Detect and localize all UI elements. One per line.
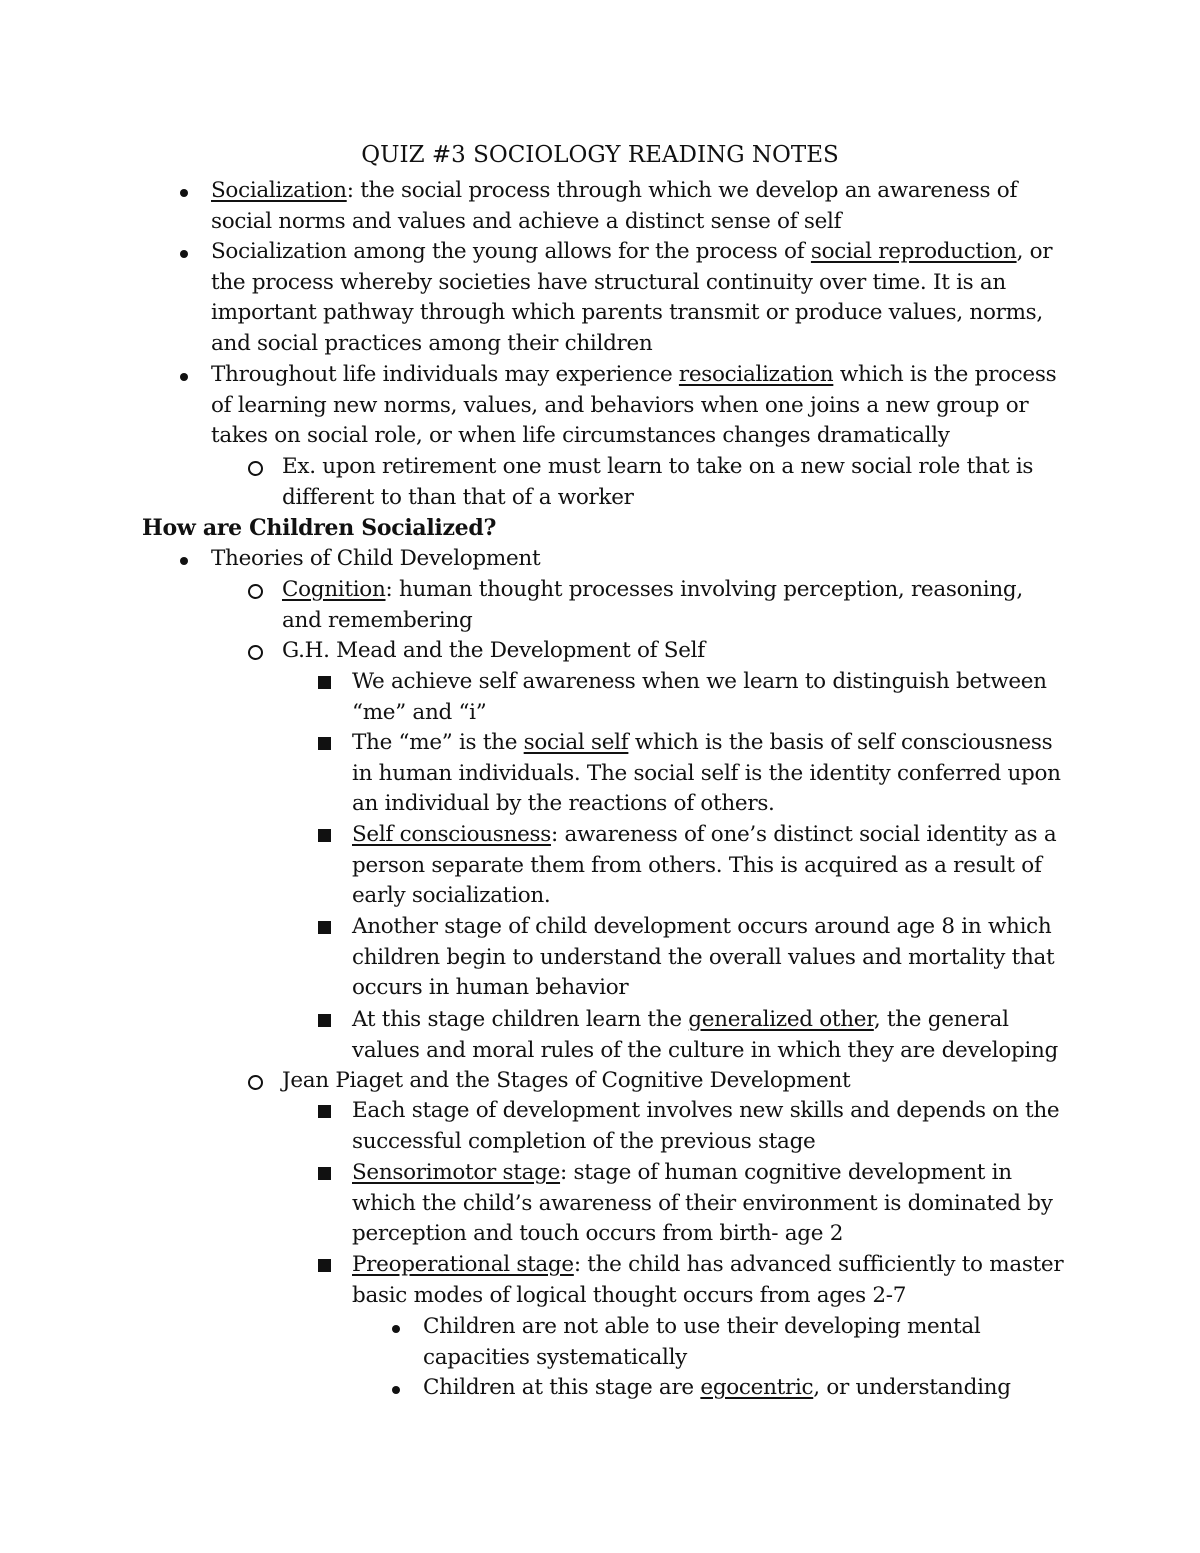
subbullet-cognition: Cognition: human thought processes involving perception, reasoning, and remembering	[282, 575, 1062, 636]
point-self-awareness: We achieve self awareness when we learn to distinguish between “me” and “i”	[352, 667, 1067, 728]
bullet-circle-icon	[248, 452, 264, 482]
bullet-dot-icon	[177, 360, 193, 390]
point-social-self: The “me” is the social self which is the basis of self consciousness in human individuals. The social self is the identity conferred upon an individual by the reactions of others.	[352, 728, 1067, 820]
bullet-socialization: Socialization: the social process through which we develop an awareness of social norms and values and achieve a distinct sense of self	[211, 176, 1071, 237]
subbullet-retirement-example: Ex. upon retirement one must learn to take on a new social role that is different to than that of a worker	[282, 452, 1062, 513]
bullet-dot-icon	[389, 1312, 405, 1342]
subbullet-mead: G.H. Mead and the Development of Self	[282, 636, 1062, 667]
bullet-square-icon	[318, 1158, 334, 1188]
term-social-self: social self	[523, 730, 629, 755]
bullet-square-icon	[318, 728, 334, 758]
subbullet-piaget: Jean Piaget and the Stages of Cognitive Development	[282, 1066, 1062, 1097]
term-sensorimotor-stage: Sensorimotor stage	[352, 1160, 561, 1185]
point-age-8-stage: Another stage of child development occurs around age 8 in which children begin to understand the overall values and mortality that occurs in human behavior	[352, 912, 1067, 1004]
term-cognition: Cognition	[282, 577, 386, 602]
bullet-social-reproduction: Socialization among the young allows for the process of social reproduction, or the process whereby societies have structural continuity over time. It is an important pathway through which parents transmit or produce values, norms, and social practices among their children	[211, 237, 1071, 360]
term-social-reproduction: social reproduction	[810, 239, 1017, 264]
term-egocentric: egocentric	[700, 1375, 814, 1400]
point-self-consciousness: Self consciousness: awareness of one’s distinct social identity as a person separate them from others. This is acquired as a result of early socialization.	[352, 820, 1067, 912]
page-title: QUIZ #3 SOCIOLOGY READING NOTES	[361, 142, 839, 168]
bullet-circle-icon	[248, 575, 264, 605]
bullet-square-icon	[318, 1250, 334, 1280]
point-sensorimotor: Sensorimotor stage: stage of human cognitive development in which the child’s awareness of their environment is dominated by perception and touch occurs from birth- age 2	[352, 1158, 1067, 1250]
section-heading: How are Children Socialized?	[142, 515, 497, 541]
term-self-consciousness: Self consciousness	[352, 822, 551, 847]
bullet-circle-icon	[248, 636, 264, 666]
bullet-theories: Theories of Child Development	[211, 544, 1071, 575]
point-generalized-other: At this stage children learn the generalized other, the general values and moral rules of the culture in which they are developing	[352, 1005, 1067, 1066]
term-generalized-other: generalized other	[688, 1007, 874, 1032]
term-resocialization: resocialization	[678, 362, 834, 387]
bullet-circle-icon	[248, 1066, 264, 1096]
point-each-stage: Each stage of development involves new skills and depends on the successful completion of the previous stage	[352, 1096, 1067, 1157]
bullet-dot-icon	[177, 176, 193, 206]
term-preoperational-stage: Preoperational stage	[352, 1252, 574, 1277]
bullet-resocialization: Throughout life individuals may experience resocialization which is the process of learning new norms, values, and behaviors when one joins a new group or takes on social role, or when life circumstances changes dramatically	[211, 360, 1071, 452]
bullet-square-icon	[318, 912, 334, 942]
bullet-square-icon	[318, 1096, 334, 1126]
bullet-square-icon	[318, 1005, 334, 1035]
bullet-square-icon	[318, 820, 334, 850]
point-preoperational: Preoperational stage: the child has advanced sufficiently to master basic modes of logical thought occurs from ages 2-7	[352, 1250, 1067, 1311]
detail-egocentric: Children at this stage are egocentric, or understanding	[423, 1373, 1023, 1404]
bullet-dot-icon	[389, 1373, 405, 1403]
detail-mental-capacities: Children are not able to use their developing mental capacities systematically	[423, 1312, 1023, 1373]
term-socialization: Socialization	[211, 178, 347, 203]
bullet-dot-icon	[177, 544, 193, 574]
bullet-square-icon	[318, 667, 334, 697]
bullet-dot-icon	[177, 237, 193, 267]
